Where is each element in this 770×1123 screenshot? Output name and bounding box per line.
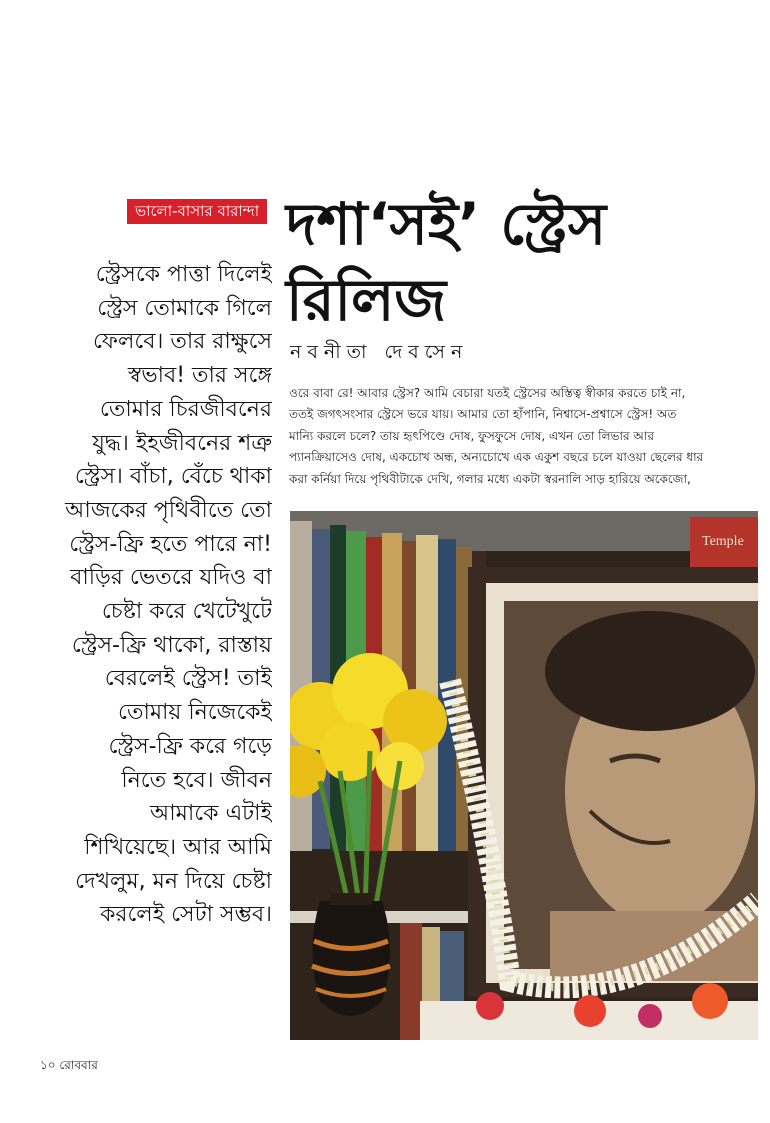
pull-quote-line: শিখিয়েছে। আর আমি — [84, 834, 272, 860]
pull-quote-line: স্ট্রেস তোমাকে গিলে — [97, 295, 272, 321]
pull-quote-line: স্ট্রেস। বাঁচা, বেঁচে থাকা — [74, 464, 272, 490]
pull-quote-line: তোমায় নিজেকেই — [118, 700, 272, 726]
body-line: করা কর্নিয়া দিয়ে পৃথিবীটাকে দেখি, গলার মধ্যে একটা স্বরনালি সাড় হারিয়ে অকেজো, — [289, 471, 691, 486]
pull-quote-line: স্ট্রেস-ফ্রি থাকো, রাস্তায় — [71, 632, 272, 658]
article-photo — [290, 511, 758, 1040]
pull-quote-line: স্ট্রেস-ফ্রি করে গড়ে — [108, 733, 272, 759]
body-line: প্যানক্রিয়াসেও দোষ, একচোখ অন্ধ, অন্যচোখে এক একুশ বছরে চলে যাওয়া ছেলের ধার — [289, 450, 704, 465]
book-spine-text: Temple — [702, 534, 744, 549]
pull-quote-line: আজকের পৃথিবীতে তো — [65, 497, 272, 523]
headline-line-2: রিলিজ — [286, 266, 447, 334]
pull-quote-line: স্ট্রেস-ফ্রি হতে পারে না! — [69, 531, 272, 557]
pull-quote-line: আমাকে এটাই — [149, 801, 272, 827]
pull-quote-line: স্ট্রেসকে পাত্তা দিলেই — [95, 262, 272, 287]
body-line: মান্যি করলে চলে? তায় হৃৎপিণ্ডে দোষ, ফুসফুসে দোষ, এখন তো লিভার আর — [289, 428, 654, 443]
pull-quote-line: তোমার চিরজীবনের — [99, 396, 272, 422]
headline-line-1: দশা‘সই’ স্ট্রেস — [286, 190, 607, 258]
pull-quote-line: নিতে হবে। জীবন — [121, 767, 272, 793]
pull-quote-line: বেরলেই স্ট্রেস! তাই — [104, 666, 272, 692]
headline — [286, 186, 756, 338]
pull-quote-line: যুদ্ধ। ইহজীবনের শত্রু — [92, 430, 272, 456]
author-byline: নবনীতা দেবসেন — [290, 341, 469, 363]
page-folio: ১০ রোববার — [40, 1058, 98, 1072]
photo-illustration — [290, 511, 758, 1040]
pull-quote-line: বাড়ির ভেতরে যদিও বা — [70, 565, 272, 591]
pull-quote-line: ফেলবে। তার রাক্ষুসে — [92, 329, 272, 355]
pull-quote-line: চেষ্টা করে খেটেখুটে — [101, 599, 272, 625]
section-tag: ভালো-বাসার বারান্দা — [127, 199, 267, 224]
pull-quote-line: দেখলুম, মন দিয়ে চেষ্টা — [75, 868, 272, 894]
pull-quote — [40, 258, 272, 932]
pull-quote-line: করলেই সেটা সম্ভব। — [99, 902, 272, 928]
article-body — [289, 383, 754, 490]
body-line: ততই জগৎসংসার স্ট্রেসে ভরে যায়। আমার তো হাঁপানি, নিশ্বাসে-প্রশ্বাসে স্ট্রেস! অত — [289, 407, 677, 422]
pull-quote-line: স্বভাব! তার সঙ্গে — [127, 363, 272, 389]
body-line: ওরে বাবা রে! আবার স্ট্রেস? আমি বেচারা যতই স্ট্রেসের অস্তিত্ব স্বীকার করতে চাই না, — [289, 386, 686, 400]
